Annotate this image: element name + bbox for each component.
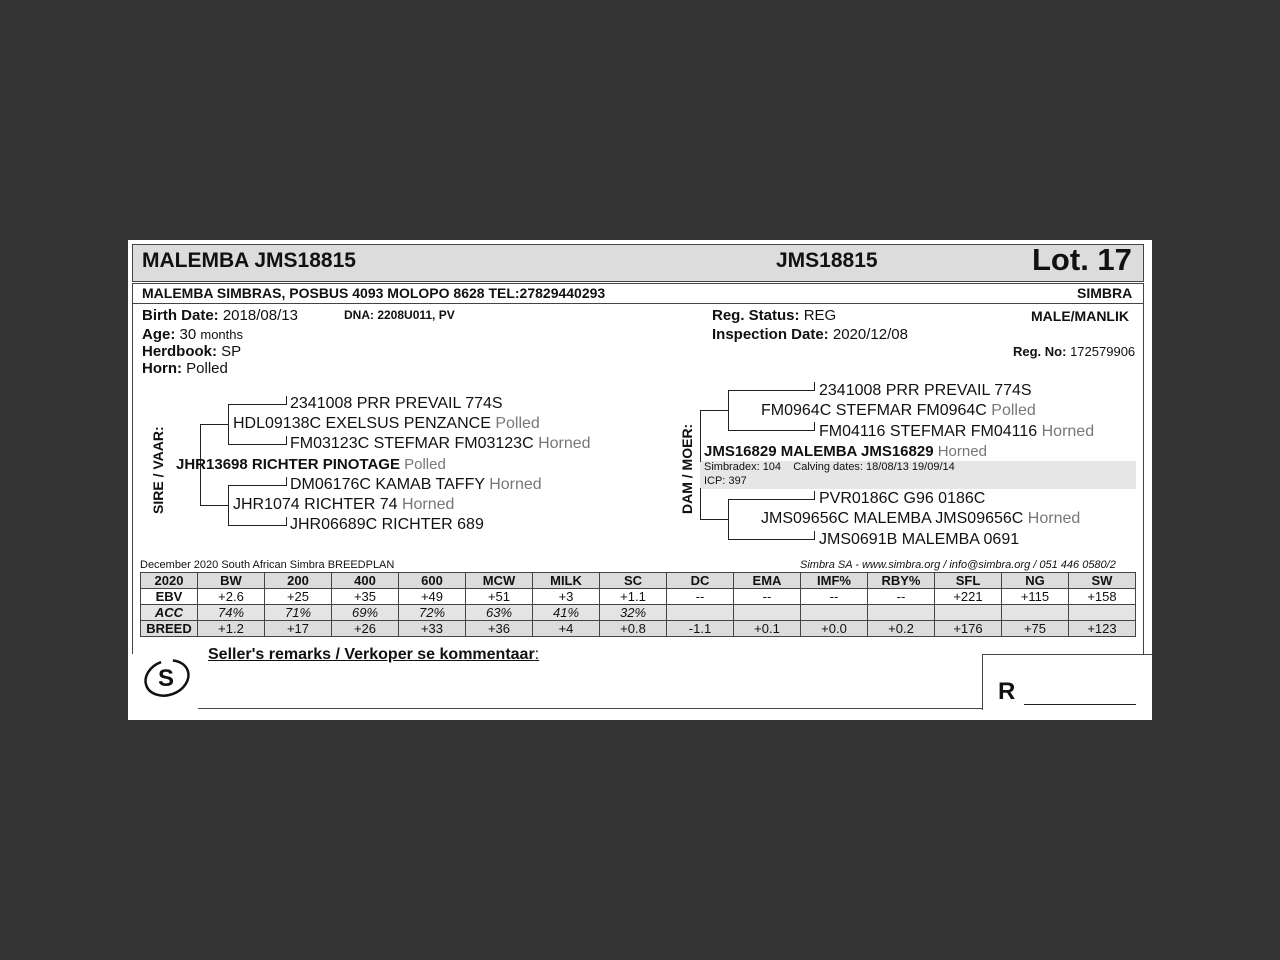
breedplan-caption: December 2020 South African Simbra BREEDPLAN (140, 559, 395, 571)
header-cell: EMA (734, 573, 801, 589)
value-cell: +1.1 (600, 589, 667, 605)
sire-g2b: JHR06689C RICHTER 689 (290, 516, 484, 533)
birth-date: Birth Date: 2018/08/13 (142, 307, 298, 324)
dam-simbradex: Simbradex: 104 Calving dates: 18/08/13 19/09/14 (704, 461, 955, 473)
value-cell: +4 (533, 621, 600, 637)
value-cell: +25 (265, 589, 332, 605)
value-cell: +51 (466, 589, 533, 605)
sire-g2: JHR1074 RICHTER 74 Horned (233, 496, 455, 513)
value-cell: +158 (1069, 589, 1136, 605)
value-cell (667, 605, 734, 621)
header-cell: MCW (466, 573, 533, 589)
header-cell: 600 (399, 573, 466, 589)
animal-id: JMS18815 (776, 249, 878, 272)
inspection-date: Inspection Date: 2020/12/08 (712, 326, 908, 343)
value-cell: +17 (265, 621, 332, 637)
value-cell: 63% (466, 605, 533, 621)
value-cell: +36 (466, 621, 533, 637)
simbra-logo-icon (140, 654, 196, 700)
lot-card (128, 240, 1152, 720)
sire-g1a: 2341008 PRR PREVAIL 774S (290, 395, 503, 412)
value-cell (734, 605, 801, 621)
breeder-line: MALEMBA SIMBRAS, POSBUS 4093 MOLOPO 8628 TEL:27829440293 (142, 285, 606, 301)
value-cell: 74% (198, 605, 265, 621)
value-cell: +26 (332, 621, 399, 637)
header-cell: DC (667, 573, 734, 589)
value-cell: -- (734, 589, 801, 605)
svg-text:S: S (158, 665, 175, 692)
value-cell (935, 605, 1002, 621)
value-cell: -- (667, 589, 734, 605)
value-cell: +0.1 (734, 621, 801, 637)
dam-g1: FM0964C STEFMAR FM0964C Polled (761, 402, 1036, 419)
header-cell: RBY% (868, 573, 935, 589)
dam-g2a: PVR0186C G96 0186C (819, 490, 986, 507)
value-cell: +33 (399, 621, 466, 637)
dam-g2: JMS09656C MALEMBA JMS09656C Horned (761, 510, 1081, 527)
value-cell: 72% (399, 605, 466, 621)
value-cell (868, 605, 935, 621)
dam-name: JMS16829 MALEMBA JMS16829 Horned (704, 443, 987, 460)
price-line (1024, 704, 1136, 705)
header-cell: BW (198, 573, 265, 589)
sire-g1b: FM03123C STEFMAR FM03123C Horned (290, 435, 591, 452)
header-cell: 400 (332, 573, 399, 589)
value-cell: +75 (1002, 621, 1069, 637)
dam-label: DAM / MOER: (679, 423, 695, 514)
price-label: R (998, 678, 1016, 705)
sire-label: SIRE / VAAR: (150, 426, 166, 514)
reg-status: Reg. Status: REG (712, 307, 837, 324)
sire-name: JHR13698 RICHTER PINOTAGE Polled (176, 456, 446, 473)
value-cell: -1.1 (667, 621, 734, 637)
value-cell: -- (801, 589, 868, 605)
value-cell (801, 605, 868, 621)
lot-number: Lot. 17 (1032, 242, 1132, 277)
header-cell: MILK (533, 573, 600, 589)
value-cell: 71% (265, 605, 332, 621)
row-label: ACC (141, 605, 198, 621)
herdbook: Herdbook: SP (142, 343, 242, 360)
value-cell: 69% (332, 605, 399, 621)
dam-icp: ICP: 397 (704, 475, 747, 487)
seller-remarks-label: Seller's remarks / Verkoper se kommentaar: (208, 646, 540, 663)
value-cell: 41% (533, 605, 600, 621)
header-cell: IMF% (801, 573, 868, 589)
value-cell (1002, 605, 1069, 621)
breedplan-table (140, 572, 1136, 637)
breed-name: SIMBRA (1077, 285, 1133, 301)
value-cell: +123 (1069, 621, 1136, 637)
value-cell: +3 (533, 589, 600, 605)
value-cell: +49 (399, 589, 466, 605)
value-cell: -- (868, 589, 935, 605)
sire-g2a: DM06176C KAMAB TAFFY Horned (290, 476, 542, 493)
table-header-row (141, 573, 1136, 589)
value-cell: +0.0 (801, 621, 868, 637)
header-cell: NG (1002, 573, 1069, 589)
dam-g1b: FM04116 STEFMAR FM04116 Horned (819, 423, 1095, 440)
row-label: BREED (141, 621, 198, 637)
value-cell: +1.2 (198, 621, 265, 637)
value-cell: +35 (332, 589, 399, 605)
value-cell (1069, 605, 1136, 621)
age: Age: 30 months (142, 326, 244, 343)
value-cell: +176 (935, 621, 1002, 637)
header-cell: 2020 (141, 573, 198, 589)
dam-g2b: JMS0691B MALEMBA 0691 (819, 531, 1020, 548)
value-cell: +2.6 (198, 589, 265, 605)
sire-g1: HDL09138C EXELSUS PENZANCE Polled (233, 415, 540, 432)
value-cell: +0.2 (868, 621, 935, 637)
remarks-underline (198, 708, 982, 709)
header-cell: SW (1069, 573, 1136, 589)
table-row-ebv (141, 589, 1136, 605)
simbra-contact: Simbra SA - www.simbra.org / info@simbra.org / 051 446 0580/2 (800, 559, 1116, 571)
table-row-acc (141, 605, 1136, 621)
animal-name: MALEMBA JMS18815 (142, 249, 356, 272)
table-row-breed (141, 621, 1136, 637)
dna: DNA: 2208U011, PV (344, 308, 455, 322)
header-cell: SFL (935, 573, 1002, 589)
value-cell: +115 (1002, 589, 1069, 605)
header-cell: SC (600, 573, 667, 589)
row-label: EBV (141, 589, 198, 605)
sex: MALE/MANLIK (1031, 308, 1129, 324)
value-cell: +221 (935, 589, 1002, 605)
dam-g1a: 2341008 PRR PREVAIL 774S (819, 382, 1032, 399)
reg-no: Reg. No: 172579906 (1013, 344, 1136, 359)
horn: Horn: Polled (142, 360, 228, 377)
value-cell: +0.8 (600, 621, 667, 637)
value-cell: 32% (600, 605, 667, 621)
header-cell: 200 (265, 573, 332, 589)
